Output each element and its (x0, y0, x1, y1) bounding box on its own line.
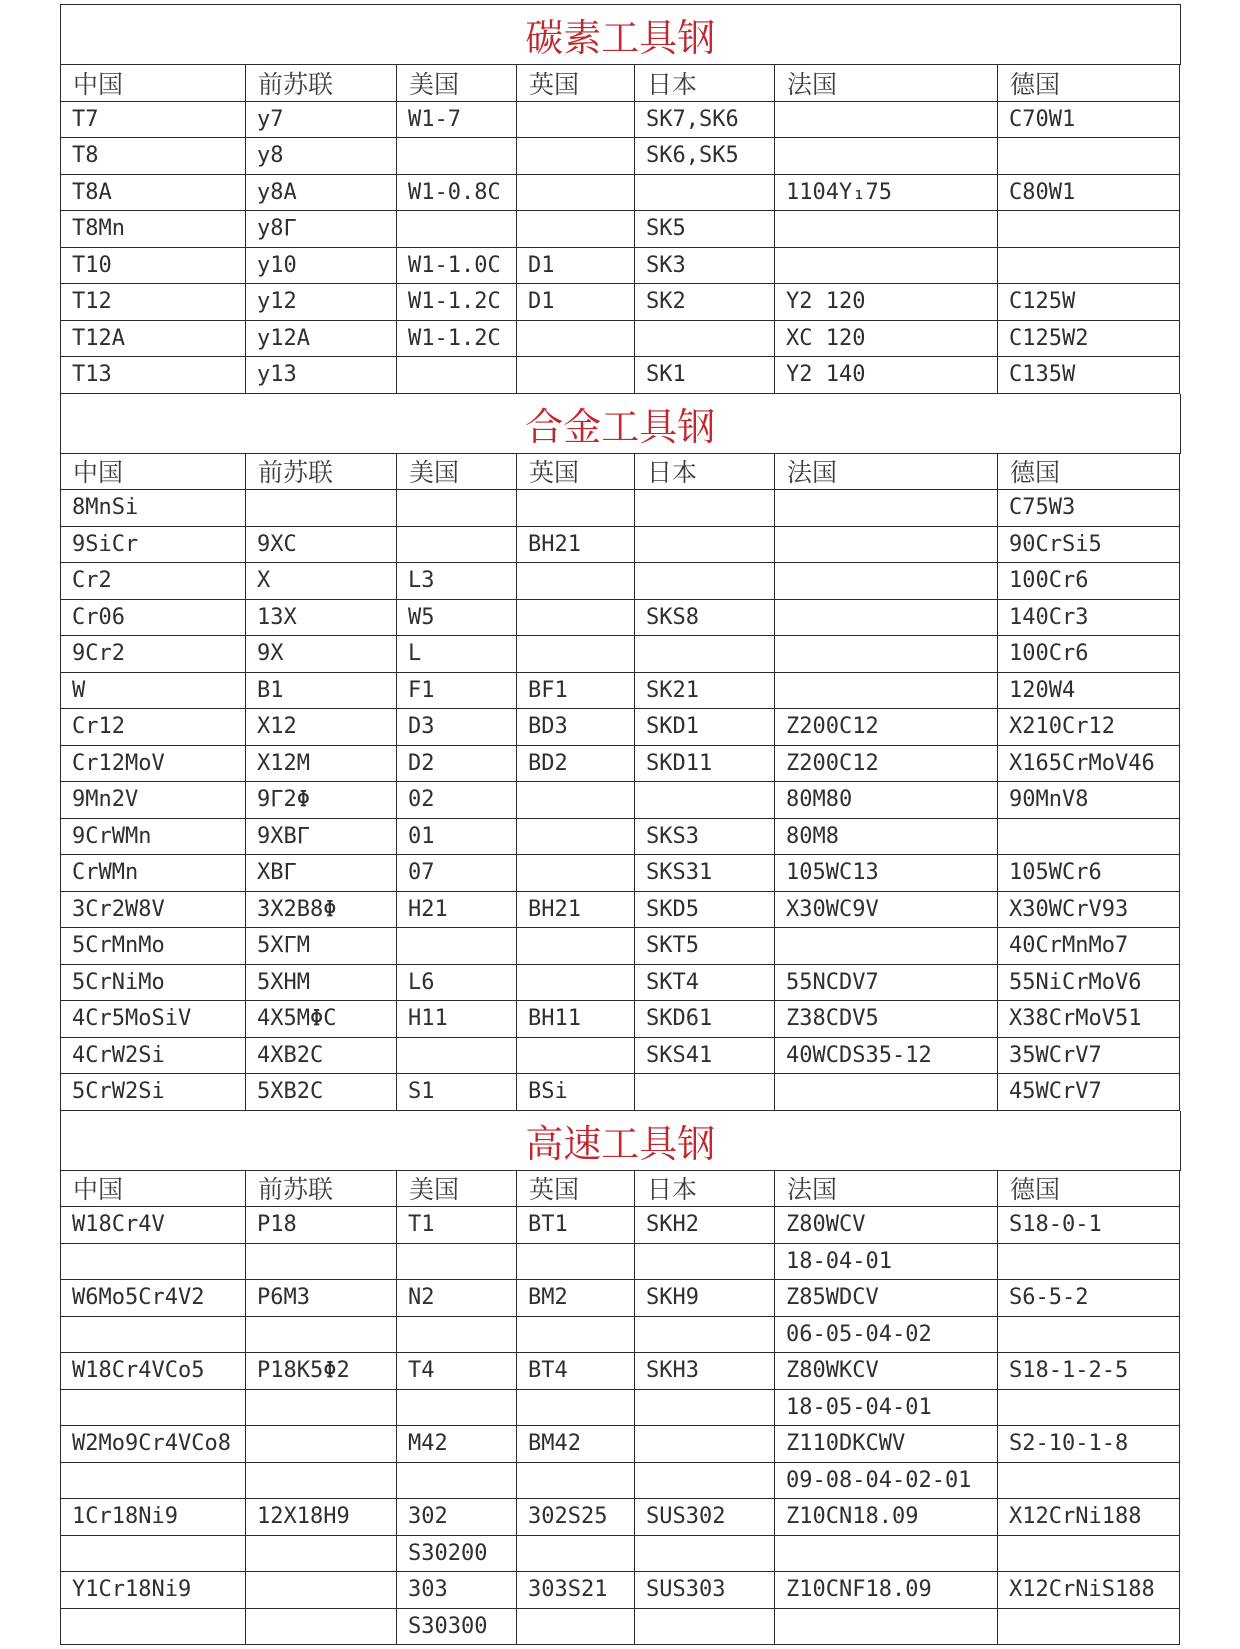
cell-germany: 40CrMnMo7 (998, 928, 1180, 965)
section-high-speed-tool-steel (61, 1111, 1181, 1646)
cell-france: 80M8 (775, 819, 998, 856)
cell-uk (517, 175, 635, 212)
cell-uk (517, 490, 635, 527)
cell-germany (998, 1609, 1180, 1646)
header-former-ussr: 前苏联 (246, 65, 397, 102)
cell-uk: BM42 (517, 1426, 635, 1463)
cell-germany (998, 1536, 1180, 1573)
cell-china: 9SiCr (61, 527, 246, 564)
cell-japan (635, 1609, 775, 1646)
cell-japan (635, 1426, 775, 1463)
cell-germany: S18-1-2-5 (998, 1353, 1180, 1390)
cell-usa: N2 (397, 1280, 517, 1317)
cell-former-ussr: y7 (246, 102, 397, 139)
cell-usa (397, 211, 517, 248)
cell-china: Cr06 (61, 600, 246, 637)
cell-uk (517, 357, 635, 394)
header-usa: 美国 (397, 454, 517, 491)
cell-usa: L (397, 636, 517, 673)
cell-france: 105WC13 (775, 855, 998, 892)
cell-former-ussr: 9XC (246, 527, 397, 564)
cell-usa: D3 (397, 709, 517, 746)
header-uk: 英国 (517, 65, 635, 102)
cell-france: 06-05-04-02 (775, 1317, 998, 1354)
cell-former-ussr: y8Γ (246, 211, 397, 248)
cell-france (775, 138, 998, 175)
cell-france: Z10CNF18.09 (775, 1572, 998, 1609)
cell-uk (517, 138, 635, 175)
cell-germany (998, 211, 1180, 248)
cell-japan: SK5 (635, 211, 775, 248)
header-usa: 美国 (397, 65, 517, 102)
cell-germany: X12CrNiS188 (998, 1572, 1180, 1609)
cell-usa: D2 (397, 746, 517, 783)
cell-usa (397, 527, 517, 564)
cell-former-ussr: 9X (246, 636, 397, 673)
cell-germany: S18-0-1 (998, 1207, 1180, 1244)
cell-former-ussr: X12M (246, 746, 397, 783)
cell-former-ussr: 5XHM (246, 965, 397, 1002)
cell-china: Cr12 (61, 709, 246, 746)
cell-japan (635, 1463, 775, 1500)
cell-uk: D1 (517, 248, 635, 285)
cell-france (775, 211, 998, 248)
cell-china: 9CrWMn (61, 819, 246, 856)
cell-former-ussr (246, 1536, 397, 1573)
cell-france (775, 928, 998, 965)
cell-usa: T1 (397, 1207, 517, 1244)
cell-uk (517, 965, 635, 1002)
cell-former-ussr: 4X5MΦC (246, 1001, 397, 1038)
header-germany: 德国 (998, 1171, 1180, 1208)
cell-usa: H21 (397, 892, 517, 929)
cell-france: 18-04-01 (775, 1244, 998, 1281)
cell-china: T8A (61, 175, 246, 212)
cell-china: 5CrMnMo (61, 928, 246, 965)
cell-china: T10 (61, 248, 246, 285)
cell-former-ussr: 4XB2C (246, 1038, 397, 1075)
cell-former-ussr (246, 1609, 397, 1646)
cell-japan: SKS3 (635, 819, 775, 856)
cell-france: Z80WKCV (775, 1353, 998, 1390)
cell-uk (517, 636, 635, 673)
cell-uk (517, 321, 635, 358)
cell-former-ussr: y10 (246, 248, 397, 285)
cell-china: Y1Cr18Ni9 (61, 1572, 246, 1609)
cell-uk (517, 1038, 635, 1075)
cell-usa (397, 928, 517, 965)
cell-germany (998, 1390, 1180, 1427)
cell-former-ussr: y13 (246, 357, 397, 394)
cell-france: Z38CDV5 (775, 1001, 998, 1038)
cell-usa: F1 (397, 673, 517, 710)
cell-uk: BSi (517, 1074, 635, 1111)
cell-usa (397, 1463, 517, 1500)
cell-france (775, 673, 998, 710)
cell-usa: W1-1.0C (397, 248, 517, 285)
cell-china (61, 1244, 246, 1281)
cell-china: W18Cr4V (61, 1207, 246, 1244)
header-germany: 德国 (998, 454, 1180, 491)
cell-france: X30WC9V (775, 892, 998, 929)
cell-former-ussr (246, 1572, 397, 1609)
cell-usa: 02 (397, 782, 517, 819)
cell-japan: SKT5 (635, 928, 775, 965)
cell-france: Z200C12 (775, 746, 998, 783)
cell-france: 18-05-04-01 (775, 1390, 998, 1427)
cell-japan (635, 1536, 775, 1573)
cell-former-ussr: y8 (246, 138, 397, 175)
cell-former-ussr: y8A (246, 175, 397, 212)
cell-usa: T4 (397, 1353, 517, 1390)
cell-germany: 35WCrV7 (998, 1038, 1180, 1075)
cell-japan (635, 1317, 775, 1354)
cell-china: W6Mo5Cr4V2 (61, 1280, 246, 1317)
cell-uk: BD3 (517, 709, 635, 746)
cell-former-ussr: XBΓ (246, 855, 397, 892)
cell-germany: 120W4 (998, 673, 1180, 710)
cell-france (775, 1536, 998, 1573)
cell-japan (635, 321, 775, 358)
cell-japan: SK21 (635, 673, 775, 710)
cell-france: Z110DKCWV (775, 1426, 998, 1463)
cell-china: CrWMn (61, 855, 246, 892)
cell-former-ussr: 9XBΓ (246, 819, 397, 856)
cell-former-ussr: y12A (246, 321, 397, 358)
cell-uk: 303S21 (517, 1572, 635, 1609)
cell-former-ussr: 3X2B8Φ (246, 892, 397, 929)
cell-china: T13 (61, 357, 246, 394)
cell-france: Y2 120 (775, 284, 998, 321)
cell-usa: W1-7 (397, 102, 517, 139)
cell-china (61, 1463, 246, 1500)
cell-usa (397, 1317, 517, 1354)
cell-uk (517, 102, 635, 139)
cell-france (775, 636, 998, 673)
section-grid (61, 454, 1181, 1111)
cell-usa: 01 (397, 819, 517, 856)
cell-france: Y2 140 (775, 357, 998, 394)
cell-france: 09-08-04-02-01 (775, 1463, 998, 1500)
cell-japan: SK3 (635, 248, 775, 285)
cell-japan: SK7,SK6 (635, 102, 775, 139)
cell-uk: BH21 (517, 527, 635, 564)
cell-former-ussr: 5XB2C (246, 1074, 397, 1111)
cell-china: T8Mn (61, 211, 246, 248)
cell-china (61, 1317, 246, 1354)
cell-germany: C70W1 (998, 102, 1180, 139)
cell-france: XC 120 (775, 321, 998, 358)
cell-france: Z85WDCV (775, 1280, 998, 1317)
cell-china: 3Cr2W8V (61, 892, 246, 929)
cell-germany (998, 1244, 1180, 1281)
tool-steel-comparison-table (60, 4, 1181, 1645)
cell-china: W (61, 673, 246, 710)
cell-germany (998, 248, 1180, 285)
cell-china: 5CrW2Si (61, 1074, 246, 1111)
header-france: 法国 (775, 65, 998, 102)
cell-usa: 07 (397, 855, 517, 892)
cell-japan (635, 490, 775, 527)
section-alloy-tool-steel (61, 394, 1181, 1111)
cell-china (61, 1536, 246, 1573)
cell-usa: H11 (397, 1001, 517, 1038)
cell-france (775, 1074, 998, 1111)
cell-uk: BF1 (517, 673, 635, 710)
cell-usa (397, 138, 517, 175)
cell-france: Z10CN18.09 (775, 1499, 998, 1536)
cell-china: T12A (61, 321, 246, 358)
cell-usa: L6 (397, 965, 517, 1002)
cell-japan (635, 1074, 775, 1111)
cell-usa (397, 1038, 517, 1075)
cell-china: 4CrW2Si (61, 1038, 246, 1075)
cell-france: 1104Y₁75 (775, 175, 998, 212)
header-germany: 德国 (998, 65, 1180, 102)
cell-japan (635, 563, 775, 600)
cell-usa (397, 1390, 517, 1427)
cell-uk (517, 563, 635, 600)
header-uk: 英国 (517, 454, 635, 491)
cell-china (61, 1390, 246, 1427)
cell-japan: SKD11 (635, 746, 775, 783)
cell-china: Cr12MoV (61, 746, 246, 783)
cell-japan: SKH2 (635, 1207, 775, 1244)
cell-china (61, 1609, 246, 1646)
cell-uk (517, 1463, 635, 1500)
cell-china: Cr2 (61, 563, 246, 600)
cell-germany: 100Cr6 (998, 636, 1180, 673)
cell-japan: SK1 (635, 357, 775, 394)
cell-japan (635, 782, 775, 819)
cell-uk (517, 1536, 635, 1573)
cell-france (775, 102, 998, 139)
cell-usa: W1-1.2C (397, 284, 517, 321)
cell-uk: BM2 (517, 1280, 635, 1317)
cell-france (775, 248, 998, 285)
cell-uk (517, 819, 635, 856)
cell-germany: X30WCrV93 (998, 892, 1180, 929)
cell-former-ussr (246, 1244, 397, 1281)
cell-china: 9Cr2 (61, 636, 246, 673)
cell-germany: X38CrMoV51 (998, 1001, 1180, 1038)
cell-former-ussr: 13X (246, 600, 397, 637)
cell-japan: SK6,SK5 (635, 138, 775, 175)
header-uk: 英国 (517, 1171, 635, 1208)
header-france: 法国 (775, 454, 998, 491)
cell-china: W2Mo9Cr4VCo8 (61, 1426, 246, 1463)
cell-usa (397, 490, 517, 527)
cell-germany (998, 1317, 1180, 1354)
cell-japan: SKH3 (635, 1353, 775, 1390)
cell-former-ussr (246, 1463, 397, 1500)
cell-china: 1Cr18Ni9 (61, 1499, 246, 1536)
cell-japan: SKD61 (635, 1001, 775, 1038)
cell-usa: 303 (397, 1572, 517, 1609)
section-title: 高速工具钢 (61, 1111, 1181, 1171)
cell-japan (635, 1390, 775, 1427)
cell-usa: S30200 (397, 1536, 517, 1573)
cell-france: Z80WCV (775, 1207, 998, 1244)
cell-uk (517, 1390, 635, 1427)
section-carbon-tool-steel (61, 5, 1181, 394)
header-china: 中国 (61, 65, 246, 102)
cell-japan: SKS41 (635, 1038, 775, 1075)
cell-china: T12 (61, 284, 246, 321)
cell-germany: 140Cr3 (998, 600, 1180, 637)
cell-uk: BT1 (517, 1207, 635, 1244)
cell-germany: C125W (998, 284, 1180, 321)
cell-uk (517, 928, 635, 965)
cell-germany: C125W2 (998, 321, 1180, 358)
section-grid (61, 65, 1181, 394)
header-japan: 日本 (635, 65, 775, 102)
cell-germany: S6-5-2 (998, 1280, 1180, 1317)
cell-germany: 90CrSi5 (998, 527, 1180, 564)
cell-japan: SK2 (635, 284, 775, 321)
cell-china: W18Cr4VCo5 (61, 1353, 246, 1390)
cell-china: 9Mn2V (61, 782, 246, 819)
cell-japan (635, 1244, 775, 1281)
cell-uk: BD2 (517, 746, 635, 783)
cell-france (775, 527, 998, 564)
header-former-ussr: 前苏联 (246, 454, 397, 491)
cell-germany: C135W (998, 357, 1180, 394)
cell-uk: BH21 (517, 892, 635, 929)
cell-germany: X12CrNi188 (998, 1499, 1180, 1536)
cell-former-ussr: P18K5Φ2 (246, 1353, 397, 1390)
cell-france: 40WCDS35-12 (775, 1038, 998, 1075)
cell-france (775, 1609, 998, 1646)
section-title: 碳素工具钢 (61, 5, 1181, 65)
cell-germany: X210Cr12 (998, 709, 1180, 746)
cell-former-ussr (246, 490, 397, 527)
cell-uk: 302S25 (517, 1499, 635, 1536)
cell-usa (397, 357, 517, 394)
cell-germany: C80W1 (998, 175, 1180, 212)
cell-former-ussr (246, 1426, 397, 1463)
cell-former-ussr: X (246, 563, 397, 600)
header-former-ussr: 前苏联 (246, 1171, 397, 1208)
cell-germany (998, 819, 1180, 856)
cell-france: 80M80 (775, 782, 998, 819)
cell-former-ussr (246, 1390, 397, 1427)
cell-japan: SKS8 (635, 600, 775, 637)
cell-uk (517, 1317, 635, 1354)
cell-uk: D1 (517, 284, 635, 321)
cell-france (775, 600, 998, 637)
cell-former-ussr: 5XΓM (246, 928, 397, 965)
cell-germany: X165CrMoV46 (998, 746, 1180, 783)
cell-former-ussr: 12X18H9 (246, 1499, 397, 1536)
cell-japan: SUS302 (635, 1499, 775, 1536)
cell-usa: W1-1.2C (397, 321, 517, 358)
cell-japan (635, 527, 775, 564)
header-japan: 日本 (635, 454, 775, 491)
cell-usa: W5 (397, 600, 517, 637)
cell-japan: SKS31 (635, 855, 775, 892)
cell-former-ussr (246, 1317, 397, 1354)
cell-germany: 90MnV8 (998, 782, 1180, 819)
cell-germany (998, 138, 1180, 175)
cell-japan (635, 175, 775, 212)
cell-japan: SUS303 (635, 1572, 775, 1609)
cell-germany: 45WCrV7 (998, 1074, 1180, 1111)
cell-germany: S2-10-1-8 (998, 1426, 1180, 1463)
cell-usa: S1 (397, 1074, 517, 1111)
cell-china: 4Cr5MoSiV (61, 1001, 246, 1038)
header-japan: 日本 (635, 1171, 775, 1208)
cell-former-ussr: P18 (246, 1207, 397, 1244)
cell-usa (397, 1244, 517, 1281)
cell-uk (517, 211, 635, 248)
header-usa: 美国 (397, 1171, 517, 1208)
cell-france: Z200C12 (775, 709, 998, 746)
cell-former-ussr: X12 (246, 709, 397, 746)
cell-former-ussr: B1 (246, 673, 397, 710)
cell-usa: 302 (397, 1499, 517, 1536)
cell-usa: L3 (397, 563, 517, 600)
cell-uk (517, 782, 635, 819)
cell-france (775, 490, 998, 527)
section-grid (61, 1171, 1181, 1646)
cell-usa: S30300 (397, 1609, 517, 1646)
cell-uk (517, 600, 635, 637)
cell-france: 55NCDV7 (775, 965, 998, 1002)
cell-france (775, 563, 998, 600)
cell-china: 8MnSi (61, 490, 246, 527)
cell-china: 5CrNiMo (61, 965, 246, 1002)
cell-uk: BT4 (517, 1353, 635, 1390)
cell-uk (517, 1244, 635, 1281)
cell-china: T7 (61, 102, 246, 139)
header-china: 中国 (61, 1171, 246, 1208)
cell-germany: 100Cr6 (998, 563, 1180, 600)
cell-uk (517, 855, 635, 892)
cell-china: T8 (61, 138, 246, 175)
cell-japan: SKD1 (635, 709, 775, 746)
cell-germany: 105WCr6 (998, 855, 1180, 892)
cell-uk (517, 1609, 635, 1646)
section-title: 合金工具钢 (61, 394, 1181, 454)
cell-germany: 55NiCrMoV6 (998, 965, 1180, 1002)
cell-former-ussr: y12 (246, 284, 397, 321)
cell-japan: SKH9 (635, 1280, 775, 1317)
cell-uk: BH11 (517, 1001, 635, 1038)
cell-former-ussr: P6M3 (246, 1280, 397, 1317)
cell-japan (635, 636, 775, 673)
cell-japan: SKD5 (635, 892, 775, 929)
cell-germany (998, 1463, 1180, 1500)
cell-usa: W1-0.8C (397, 175, 517, 212)
cell-former-ussr: 9Γ2Φ (246, 782, 397, 819)
cell-usa: M42 (397, 1426, 517, 1463)
cell-germany: C75W3 (998, 490, 1180, 527)
cell-japan: SKT4 (635, 965, 775, 1002)
header-france: 法国 (775, 1171, 998, 1208)
header-china: 中国 (61, 454, 246, 491)
